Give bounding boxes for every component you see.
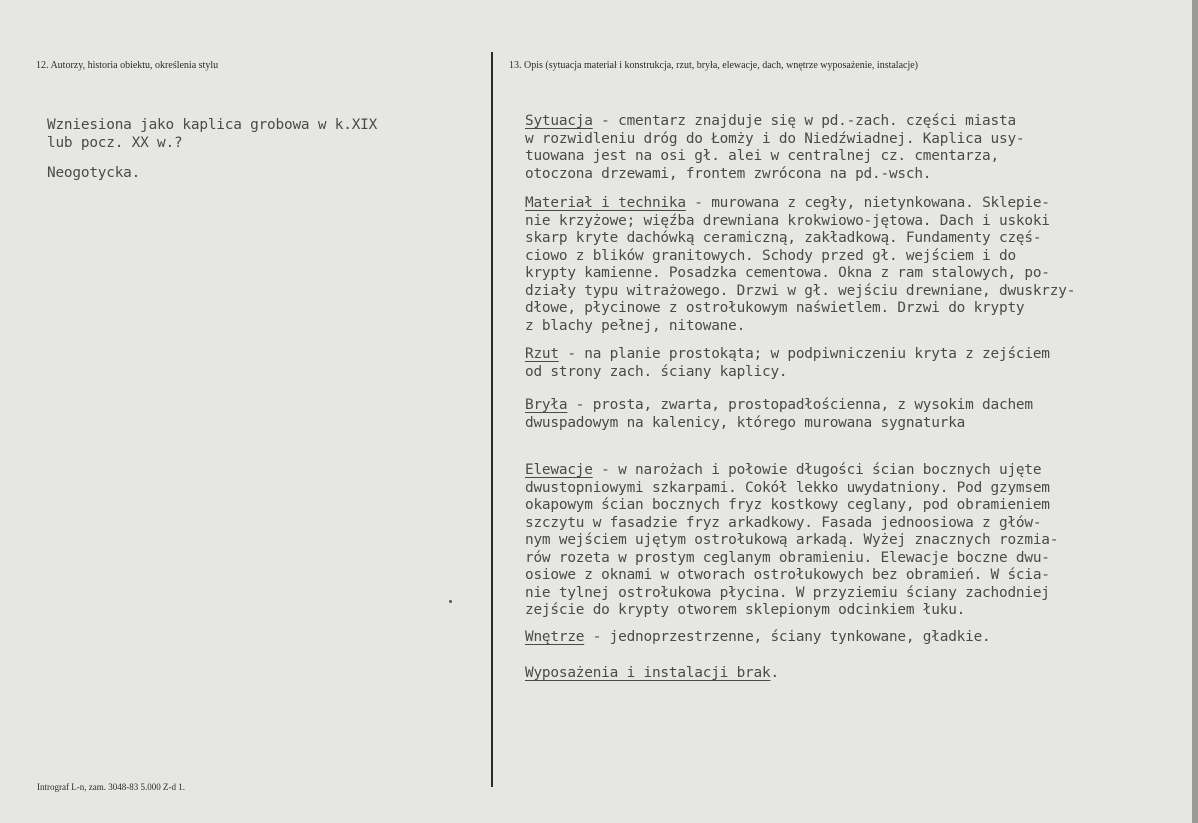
section-wnetrze [525, 629, 991, 647]
section-sytuacja [525, 113, 1024, 183]
section-line: nie tylnej ostrołukowa płycina. W przyziemiu ściany zachodniej [525, 584, 1050, 601]
section-title: Sytuacja [525, 113, 593, 129]
section-wyposazenie [525, 665, 779, 683]
section-line: - murowana z cegły, nietynkowana. Sklepie- [685, 195, 1050, 211]
section-line: - prosta, zwarta, prostopadłościenna, z wysokim dachem [567, 397, 1033, 413]
section-line: nie krzyżowe; więźba drewniana krokwiowo-jętowa. Dach i uskoki [525, 212, 1050, 229]
section-title: Wyposażenia i instalacji brak [525, 665, 771, 681]
section-line: tuowana jest na osi gł. alei w centralnej cz. cmentarza, [525, 148, 999, 164]
section-line: dwustopniowymi szkarpami. Cokół lekko uwydatniony. Pod gzymsem [525, 479, 1050, 496]
section-title: Bryła [525, 397, 568, 413]
section-title: Wnętrze [525, 629, 585, 645]
section-line: nym wejściem ujętym ostrołukową arkadą. Wyżej znacznych rozmia- [525, 532, 1059, 548]
section-line: krypty kamienne. Posadzka cementowa. Okna z ram stalowych, po- [525, 265, 1050, 281]
style-text: Neogotycka. [47, 165, 141, 181]
column-divider [491, 52, 493, 787]
section-line: dłowe, płycinowe z ostrołukowym naświetlem. Drzwi do krypty [525, 300, 1025, 316]
section-rzut [525, 346, 1050, 381]
section-line: zejście do krypty otworem sklepionym odcinkiem łuku. [525, 602, 966, 618]
section-bryla [525, 397, 1033, 432]
section-line: szczytu w fasadzie fryz arkadkowy. Fasada jednoosiowa z głów- [525, 514, 1042, 531]
section-line: w rozwidleniu dróg do Łomży i do Niedźwiadnej. Kaplica usy- [525, 130, 1025, 147]
section-line: okapowym ścian bocznych fryz kostkowy ceglany, pod obramieniem [525, 497, 1050, 513]
history-text [47, 117, 377, 152]
section-line: - na planie prostokąta; w podpiwniczeniu kryta z zejściem [558, 346, 1050, 362]
section-line: otoczona drzewami, frontem zwrócona na pd.-wsch. [525, 165, 932, 182]
section-line: - w narożach i połowie długości ścian bocznych ujęte [592, 462, 1042, 478]
section-material [525, 195, 1075, 335]
history-line-1: Wzniesiona jako kaplica grobowa w k.XIX [47, 117, 378, 133]
section-title: Rzut [525, 346, 559, 362]
section-line: - cmentarz znajduje się w pd.-zach. części miasta [592, 113, 1016, 129]
section-line: skarp kryte dachówką ceramiczną, zakładkową. Fundamenty częś- [525, 230, 1042, 246]
section-line: z blachy pełnej, nitowane. [525, 317, 746, 334]
history-line-2: lub pocz. XX w.? [47, 134, 183, 151]
section-elewacje [525, 462, 1058, 620]
section-line: ciowo z blików granitowych. Schody przed gł. wejściem i do [525, 247, 1016, 264]
paper-speck [449, 600, 452, 603]
section-12-header: 12. Autorzy, historia obiektu, określenia stylu [36, 60, 219, 71]
section-line: działy typu witrażowego. Drzwi w gł. wejściu drewniane, dwuskrzy- [525, 282, 1076, 299]
section-title: Materiał i technika [525, 195, 686, 211]
section-title: Elewacje [525, 462, 593, 478]
section-13-header: 13. Opis (sytuacja materiał i konstrukcja, rzut, bryła, elewacje, dach, wnętrze wyposażenie, instalacje) [509, 60, 918, 71]
section-line: od strony zach. ściany kaplicy. [525, 363, 788, 380]
section-line: - jednoprzestrzenne, ściany tynkowane, gładkie. [584, 629, 991, 645]
printer-footer: Intrograf L-n, zam. 3048-83 5.000 Z-d 1. [37, 782, 185, 792]
section-line: dwuspadowym na kalenicy, którego murowana sygnaturka [525, 414, 966, 431]
page-edge [1192, 0, 1198, 823]
section-line: . [770, 665, 779, 681]
section-line: osiowe z oknami w otworach ostrołukowych bez obramień. W ścia- [525, 567, 1050, 583]
section-line: rów rozeta w prostym ceglanym obramieniu. Elewacje boczne dwu- [525, 549, 1050, 566]
